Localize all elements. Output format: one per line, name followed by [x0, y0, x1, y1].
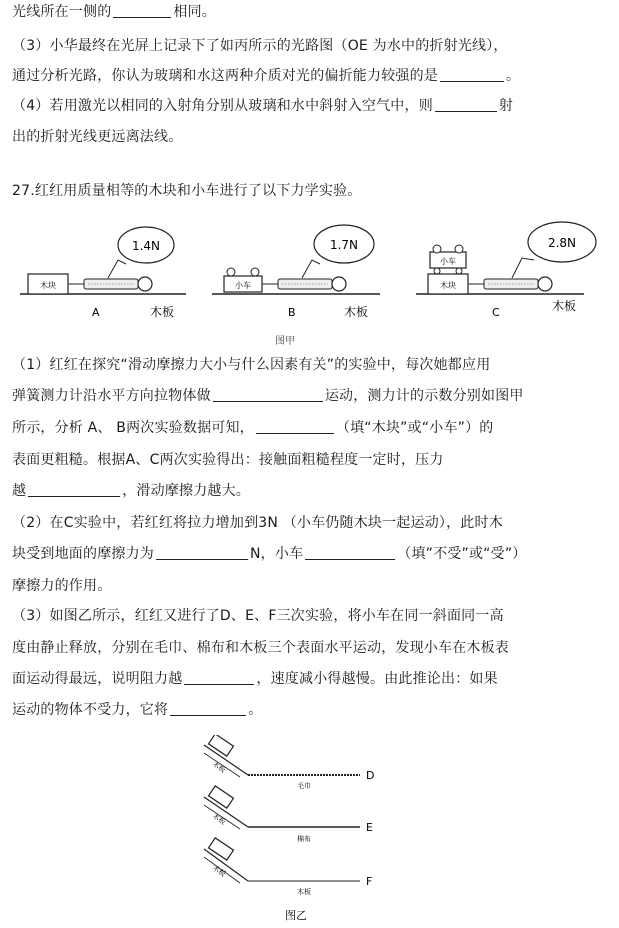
- slope-label: 木板: [210, 812, 227, 827]
- question-27-title: [12, 181, 361, 201]
- slope-label: 木板: [210, 760, 227, 775]
- surface-label: 木板: [297, 888, 311, 896]
- q27-part3-line3: [12, 669, 498, 689]
- text: ，速度减小得越慢。由此推论出：如果: [256, 671, 498, 687]
- q27-part1-line5: [12, 481, 250, 501]
- text: 。: [506, 68, 521, 84]
- surface-label: 棉布: [297, 835, 311, 843]
- slope-label: 木板: [210, 864, 227, 879]
- q27-part3-line2: [12, 638, 509, 658]
- setup-label: C: [492, 306, 500, 319]
- text: （3）小华最终在光屏上记录下了如丙所示的光路图（OE 为水中的折射光线），: [12, 38, 508, 54]
- figure-caption: 图乙: [285, 909, 307, 922]
- cart: [209, 838, 234, 860]
- prev-question-line1: [12, 2, 216, 22]
- q27-part1-line1: [12, 355, 490, 375]
- object-label: 小车: [440, 257, 456, 266]
- row-label: F: [366, 875, 373, 888]
- text: 运动，测力计的示数分别如图甲: [324, 388, 524, 404]
- text: （4）若用激光以相同的入射角分别从玻璃和水中斜射入空气中，则: [12, 98, 433, 114]
- object-label: 小车: [235, 281, 251, 290]
- board-label: 木板: [344, 305, 369, 319]
- q27-part1-line2: [12, 386, 524, 406]
- text: （2）在C实验中，若红红将拉力增加到3N （小车仍随木块一起运动），此时木: [12, 515, 503, 531]
- setup-c: [416, 222, 596, 319]
- prev-question-part3-line1: [12, 36, 508, 56]
- text: 所示，分析 A、 B两次实验数据可知，: [12, 420, 254, 436]
- text: 块受到地面的摩擦力为: [12, 546, 154, 562]
- answer-blank[interactable]: [170, 701, 246, 716]
- reading-label: 1.7N: [329, 238, 359, 252]
- object-label: 木块: [40, 281, 56, 290]
- answer-blank[interactable]: [156, 545, 248, 560]
- text: 通过分析光路，你认为玻璃和水这两种介质对光的偏折能力较强的是: [12, 68, 438, 84]
- answer-blank[interactable]: [440, 67, 504, 82]
- answer-blank[interactable]: [305, 545, 395, 560]
- text: 运动的物体不受力，它将: [12, 702, 169, 718]
- text: 射: [498, 98, 514, 114]
- surface-label: 毛巾: [297, 782, 311, 790]
- reading-label: 1.4N: [131, 239, 161, 253]
- text: 。: [248, 702, 263, 718]
- text: ，滑动摩擦力越大。: [122, 483, 251, 499]
- text: （填”不受”或“受”）: [397, 546, 527, 562]
- figure-caption: 图甲: [275, 336, 295, 347]
- q27-part2-line1: [12, 513, 503, 533]
- text: 光线所在一侧的: [12, 4, 112, 20]
- text: 弹簧测力计沿水平方向拉物体做: [12, 388, 211, 404]
- text: 面运动得最远，说明阻力越: [12, 671, 183, 687]
- scale-handle: [138, 277, 152, 291]
- text: N，小车: [250, 546, 304, 562]
- row-d: [204, 735, 374, 790]
- prev-question-part4-line2: [12, 127, 182, 147]
- cart: [209, 786, 234, 808]
- text: （填“木块”或“小车”）的: [335, 420, 494, 436]
- q27-part1-line4: [12, 450, 444, 470]
- text: 表面更粗糙。根据A、C两次实验得出：接触面粗糙程度一定时，压力: [12, 452, 444, 468]
- text: 27.红红用质量相等的木块和小车进行了以下力学实验。: [12, 183, 362, 199]
- answer-blank[interactable]: [435, 97, 497, 112]
- row-label: D: [366, 769, 375, 782]
- setup-b: [212, 225, 380, 319]
- row-label: E: [366, 821, 373, 834]
- cart: [209, 735, 234, 756]
- row-f: [204, 838, 372, 896]
- board-label: 木板: [150, 305, 175, 319]
- scale-handle: [332, 277, 346, 291]
- answer-blank[interactable]: [113, 3, 171, 18]
- figure-jia: [0, 220, 619, 350]
- answer-blank[interactable]: [256, 419, 334, 434]
- q27-part1-line3: [12, 418, 494, 438]
- setup-label: B: [288, 306, 296, 319]
- text: 度由静止释放，分别在毛巾、棉布和木板三个表面水平运动，发现小车在木板表: [12, 640, 509, 656]
- text: 出的折射光线更远离法线。: [12, 129, 183, 145]
- text: 摩擦力的作用。: [12, 578, 112, 594]
- answer-blank[interactable]: [184, 670, 254, 685]
- text: （1）红红在探究“滑动摩擦力大小与什么因素有关”的实验中，每次她都应用: [12, 357, 491, 373]
- q27-part2-line2: [12, 544, 527, 564]
- reading-label: 2.8N: [547, 236, 577, 250]
- board-label: 木板: [552, 299, 577, 313]
- object-label: 木块: [440, 281, 456, 290]
- scale-handle: [538, 277, 552, 291]
- text: 越: [12, 483, 27, 499]
- answer-blank[interactable]: [213, 387, 323, 402]
- text: 相同。: [173, 4, 217, 20]
- q27-part3-line1: [12, 606, 504, 626]
- setup-a: [20, 227, 186, 319]
- q27-part3-line4: [12, 700, 262, 720]
- prev-question-part3-line2: [12, 66, 520, 86]
- prev-question-part4-line1: [12, 96, 513, 116]
- text: （3）如图乙所示，红红又进行了D、E、F三次实验，将小车在同一斜面同一高: [12, 608, 504, 624]
- answer-blank[interactable]: [28, 482, 120, 497]
- row-e: [204, 786, 373, 843]
- setup-label: A: [92, 306, 100, 319]
- figure-yi: [0, 735, 619, 928]
- q27-part2-line3: [12, 576, 111, 596]
